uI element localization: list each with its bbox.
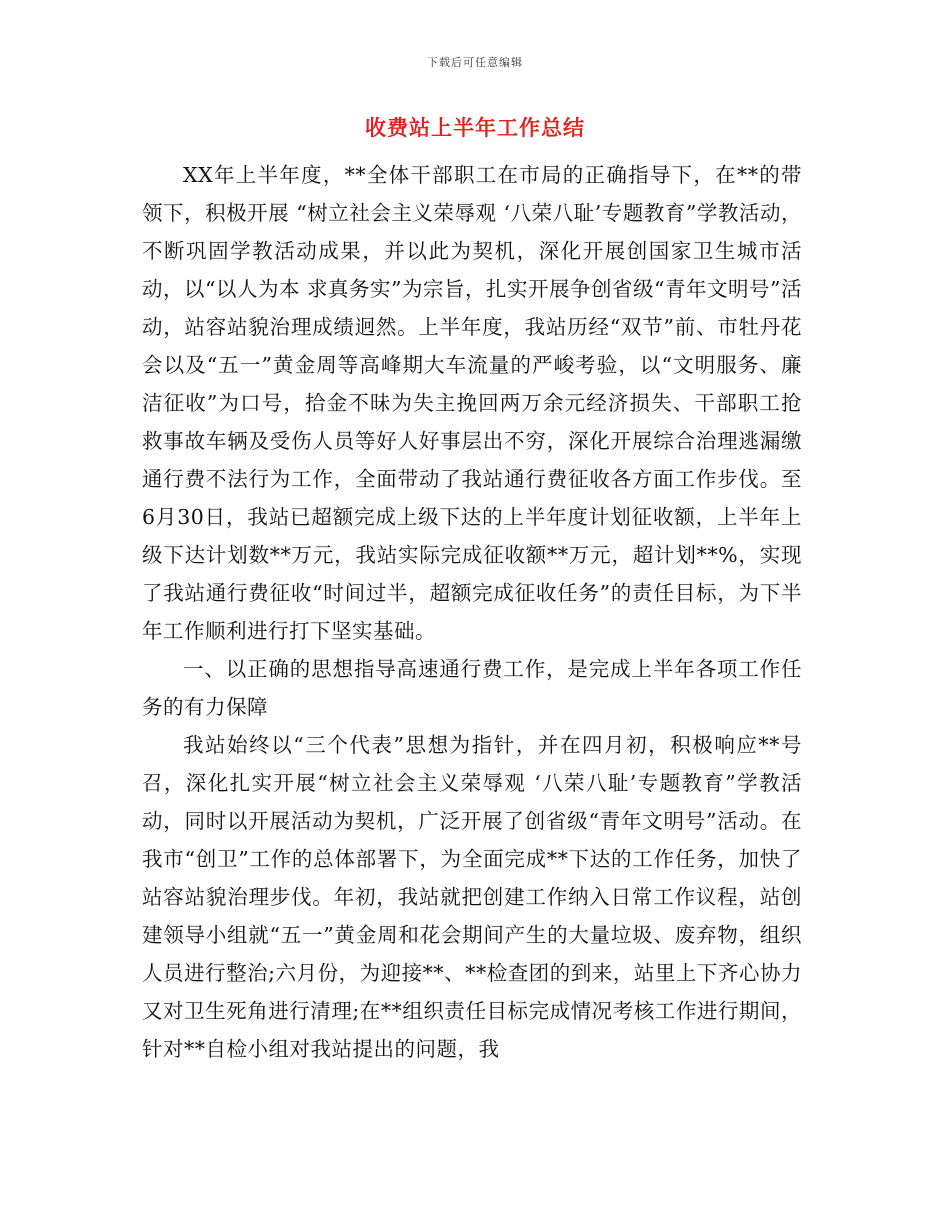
- download-note: 下载后可任意编辑: [427, 56, 523, 69]
- paragraph-section-1: 我站始终以“三个代表”思想为指针，并在四月初，积极响应**号召，深化扎实开展“树立社会主义荣辱观 ‘八荣八耻’专题教育”学教活动，同时以开展活动为契机，广泛开展了创省级“青年文明号”活动。在我市“创卫”工作的总体部署下，为全面完成**下达的工作任务，加快了站容站貌治理步伐。年初，我站就把创建工作纳入日常工作议程，站创建领导小组就“五一”黄金周和花会期间产生的大量垃圾、废弃物，组织人员进行整治;六月份，为迎接**、**检查团的到来，站里上下齐心协力又对卫生死角进行清理;在**组织责任目标完成情况考核工作进行期间，针对**自检小组对我站提出的问题，我: [142, 733, 802, 1061]
- section-heading-1: 一、以正确的思想指导高速通行费工作，是完成上半年各项工作任务的有力保障: [142, 657, 802, 719]
- document-title: 收费站上半年工作总结: [365, 116, 585, 140]
- paragraph-intro: XX年上半年度，**全体干部职工在市局的正确指导下，在**的带领下，积极开展 “树立社会主义荣辱观 ‘八荣八耻’专题教育”学教活动，不断巩固学教活动成果，并以此为契机，深化开展创国家卫生城市活动，以“以人为本 求真务实”为宗旨，扎实开展争创省级“青年文明号”活动，站容站貌治理成绩迥然。上半年度，我站历经“双节”前、市牡丹花会以及“五一”黄金周等高峰期大车流量的严峻考验，以“文明服务、廉洁征收”为口号，拾金不昧为失主挽回两万余元经济损失、干部职工抢救事故车辆及受伤人员等好人好事层出不穷，深化开展综合治理逃漏缴通行费不法行为工作，全面带动了我站通行费征收各方面工作步伐。至6月30日，我站已超额完成上级下达的上半年度计划征收额，上半年上级下达计划数**万元，我站实际完成征收额**万元，超计划**%，实现了我站通行费征收“时间过半，超额完成征收任务”的责任目标，为下半年工作顺利进行打下坚实基础。: [142, 163, 802, 643]
- document-body: [142, 156, 802, 1068]
